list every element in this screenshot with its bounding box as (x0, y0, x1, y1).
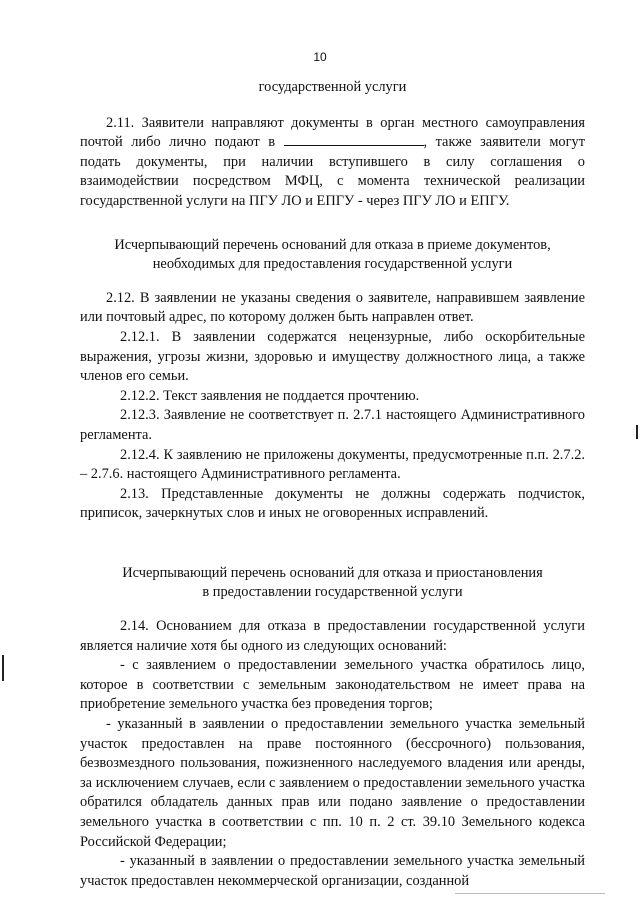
page-number: 10 (313, 50, 327, 64)
paragraph-2-14: 2.14. Основанием для отказа в предоставлении государственной услуги является наличие хотя бы одного из следующих оснований: (80, 618, 585, 654)
heading-refusal-acceptance-line1: Исчерпывающий перечень оснований для отказа в приеме документов, (114, 236, 551, 253)
paragraph-2-11 (80, 114, 585, 212)
blank-line (284, 133, 424, 146)
bullet-plot-nonprofit: - указанный в заявлении о предоставлении земельного участка земельный участок предоставлен некоммерческой организации, созданной (80, 853, 585, 889)
paragraph-2-12-4: 2.12.4. К заявлению не приложены документы, предусмотренные п.п. 2.7.2. – 2.7.6. настоящего Административного регламента. (80, 446, 585, 483)
heading-refusal-suspension-line2: в предоставлении государственной услуги (202, 584, 463, 601)
scan-mark-right (636, 425, 638, 439)
paragraph-2-12-2: 2.12.2. Текст заявления не поддается прочтению. (120, 387, 420, 404)
paragraph-2-12-1: 2.12.1. В заявлении содержатся нецензурные, либо оскорбительные выражения, угрозы жизни, здоровью и имуществу должностного лица, а также членов его семьи. (80, 328, 585, 385)
paragraph-2-11-part1: 2.11. Заявители направляют документы в орган местного самоуправления почтой либо лично подают в (80, 114, 585, 151)
document-body (80, 78, 585, 891)
paragraph-2-12-3: 2.12.3. Заявление не соответствует п. 2.7.1 настоящего Административного регламента. (80, 407, 585, 443)
bullet-applicant-no-right: - с заявлением о предоставлении земельного участка обратилось лицо, которое в соответствии с земельным законодательством не имеет права на приобретение земельного участка без проведения торгов; (80, 657, 585, 713)
paragraph-2-11-part2: , также заявители могут подать документы, при наличии вступившего в силу соглашения о взаимодействии посредством МФЦ, с момента технической реализации государственной услуги на ПГУ ЛО и ЕПГУ - через ПГУ ЛО и ЕПГУ. (80, 134, 586, 209)
bullet-plot-already-granted: - указанный в заявлении о предоставлении земельного участка земельный участок предоставлен на праве постоянного (бессрочного) пользования, безвозмездного пользования, пожизненного наследуемого владения или аренды, за исключением случаев, если с заявлением о предоставлении земельного участка обратился обладатель данных прав или подано заявление о предоставлении земельного участка в соответствии с пп. 10 п. 2 ст. 39.10 Земельного кодекса Российской Федерации; (80, 716, 585, 850)
heading-refusal-acceptance-line2: необходимых для предоставления государственной услуги (152, 256, 513, 273)
scan-mark-bottom (455, 893, 605, 894)
continuation-heading: государственной услуги (258, 79, 407, 95)
scan-mark-left (2, 655, 4, 681)
paragraph-2-13: 2.13. Представленные документы не должны содержать подчисток, приписок, зачеркнутых слов и иных не оговоренных исправлений. (80, 485, 585, 522)
heading-refusal-suspension-line1: Исчерпывающий перечень оснований для отказа и приостановления (122, 564, 543, 581)
paragraph-2-12: 2.12. В заявлении не указаны сведения о заявителе, направившем заявление или почтовый адрес, по которому должен быть направлен ответ. (80, 289, 585, 326)
